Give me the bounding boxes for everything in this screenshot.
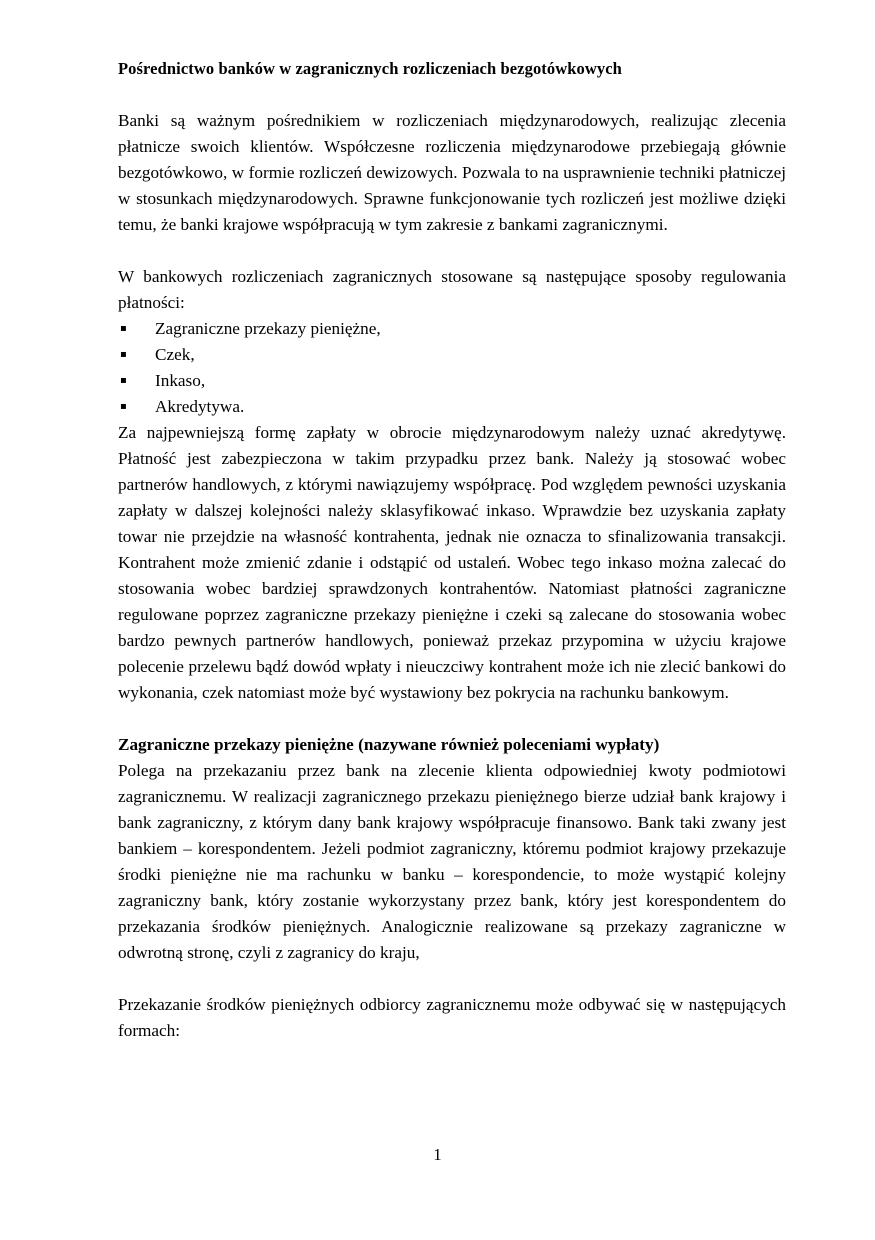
page-title: Pośrednictwo banków w zagranicznych rozliczeniach bezgotówkowych — [118, 59, 622, 78]
document-body — [118, 56, 786, 1044]
square-bullet-icon: ▪ — [120, 375, 127, 386]
paragraph-intro: Banki są ważnym pośrednikiem w rozliczeniach międzynarodowych, realizując zlecenia płatnicze swoich klientów. Współczesne rozliczenia międzynarodowe przebiegają głównie bezgotówkowo, w formie rozliczeń dewizowych. Pozwala to na usprawnienie techniki płatniczej w stosunkach międzynarodowych. Sprawne funkcjonowanie tych rozliczeń jest możliwe dzięki temu, że banki krajowe współpracują w tym zakresie z bankami zagranicznymi. — [118, 111, 786, 234]
square-bullet-icon: ▪ — [120, 323, 127, 334]
list-item-label: Akredytywa. — [155, 397, 245, 416]
square-bullet-icon: ▪ — [120, 349, 127, 360]
list-item — [118, 394, 786, 420]
spacer — [118, 706, 786, 732]
paragraph-closing: Przekazanie środków pieniężnych odbiorcy zagranicznemu może odbywać się w następujących formach: — [118, 995, 786, 1040]
list-item-label: Czek, — [155, 345, 195, 364]
spacer — [118, 238, 786, 264]
list-item — [118, 368, 786, 394]
section-heading-transfers: Zagraniczne przekazy pieniężne (nazywane również poleceniami wypłaty) — [118, 735, 660, 754]
list-item — [118, 342, 786, 368]
square-bullet-icon: ▪ — [120, 401, 127, 412]
spacer — [118, 82, 786, 108]
page-number: 1 — [433, 1145, 442, 1164]
paragraph-methods-lead: W bankowych rozliczeniach zagranicznych stosowane są następujące sposoby regulowania płatności: — [118, 267, 786, 312]
payment-methods-list — [118, 316, 786, 420]
spacer — [118, 966, 786, 992]
paragraph-accreditive: Za najpewniejszą formę zapłaty w obrocie międzynarodowym należy uznać akredytywę. Płatność jest zabezpieczona w takim przypadku przez bank. Należy ją stosować wobec partnerów handlowych, z którymi nawiązujemy współpracę. Pod względem pewności uzyskania zapłaty w dalszej kolejności należy sklasyfikować inkaso. Wprawdzie bez uzyskania zapłaty towar nie przejdzie na własność kontrahenta, jednak nie oznacza to sfinalizowania transakcji. Kontrahent może zmienić zdanie i odstąpić od ustaleń. Wobec tego inkaso można zalecać do stosowania wobec bardziej sprawdzonych kontrahentów. Natomiast płatności zagraniczne regulowane poprzez zagraniczne przekazy pieniężne i czeki są zalecane do stosowania wobec bardzo pewnych partnerów handlowych, ponieważ przekaz przypomina w użyciu krajowe polecenie przelewu bądź dowód wpłaty i nieuczciwy kontrahent może ich nie zlecić bankowi do wykonania, czek natomiast może być wystawiony bez pokrycia na rachunku bankowym. — [118, 423, 786, 702]
list-item-label: Zagraniczne przekazy pieniężne, — [155, 319, 381, 338]
list-item-label: Inkaso, — [155, 371, 206, 390]
list-item — [118, 316, 786, 342]
paragraph-transfers-body: Polega na przekazaniu przez bank na zlecenie klienta odpowiedniej kwoty podmiotowi zagranicznemu. W realizacji zagranicznego przekazu pieniężnego bierze udział bank krajowy i bank zagraniczny, z którym dany bank krajowy współpracuje finansowo. Bank taki zwany jest bankiem – korespondentem. Jeżeli podmiot zagraniczny, któremu podmiot krajowy przekazuje środki pieniężne nie ma rachunku w banku – korespondencie, to może wystąpić kolejny zagraniczny bank, który zostanie wykorzystany przez bank, który jest korespondentem do przekazania środków pieniężnych. Analogicznie realizowane są przekazy zagraniczne w odwrotną stronę, czyli z zagranicy do kraju, — [118, 761, 786, 962]
